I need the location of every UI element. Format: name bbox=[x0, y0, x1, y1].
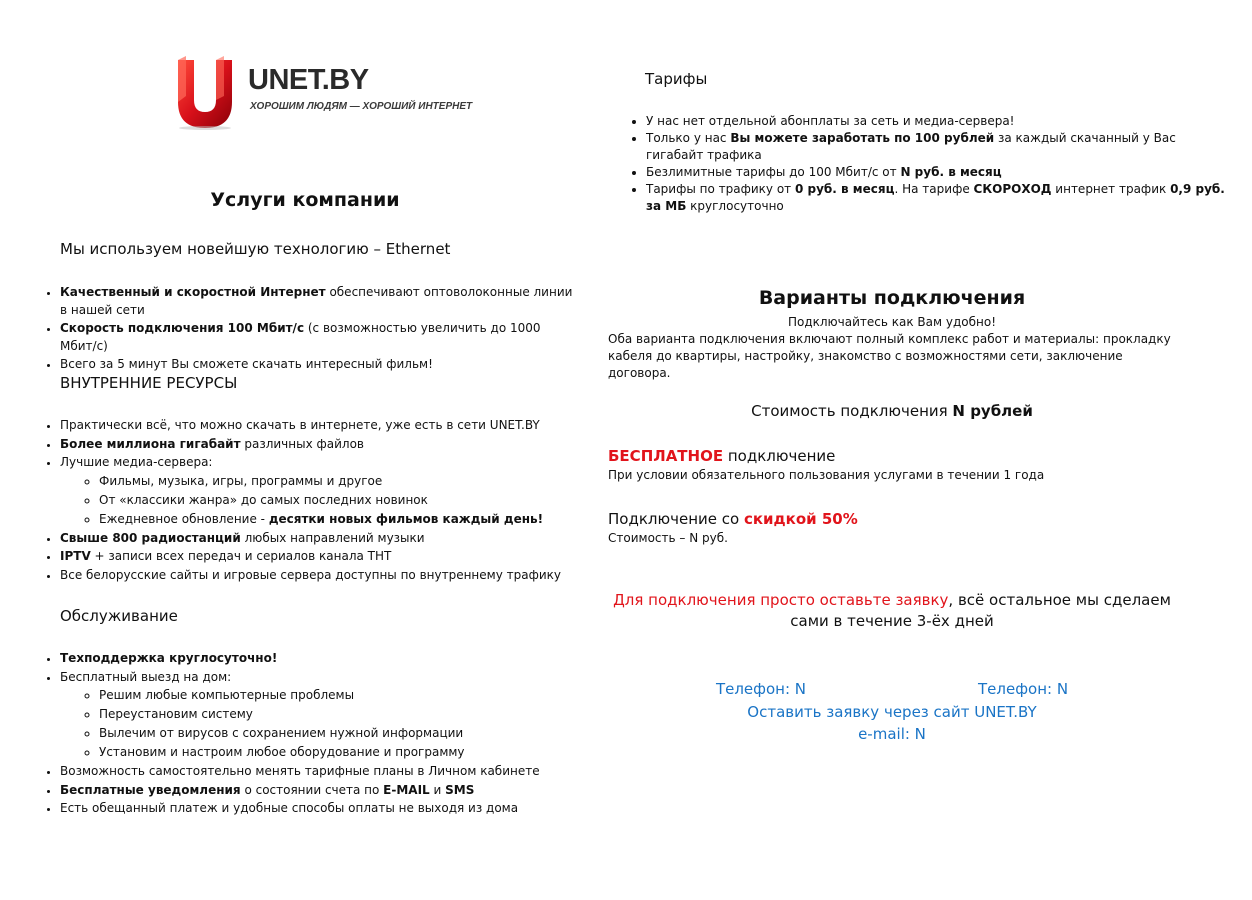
media-sublist bbox=[60, 472, 620, 529]
sub-item: ◦ Ежедневное обновление - десятки новых фильмов каждый день! bbox=[99, 510, 620, 529]
service-heading: Обслуживание bbox=[60, 607, 178, 625]
internal-list bbox=[0, 417, 620, 585]
sub-item: ◦ Вылечим от вирусов с сохранением нужной информации bbox=[99, 724, 620, 743]
list-item: • Безлимитные тарифы до 100 Мбит/с от N руб. в месяц bbox=[646, 164, 1226, 181]
list-item: • Скорость подключения 100 Мбит/с (с возможностью увеличить до 1000 Мбит/с) bbox=[60, 320, 580, 355]
unet-u-logo-icon bbox=[172, 56, 238, 130]
connection-cost: Стоимость подключения N рублей bbox=[751, 402, 1033, 420]
list-item: • Техподдержка круглосуточно! bbox=[60, 650, 620, 668]
sub-item: ◦ Переустановим систему bbox=[99, 705, 620, 724]
sub-item: ◦ Фильмы, музыка, игры, программы и другое bbox=[99, 472, 620, 491]
list-item: • Практически всё, что можно скачать в интернете, уже есть в сети UNET.BY bbox=[60, 417, 620, 435]
list-item: • Есть обещанный платеж и удобные способы оплаты не выходя из дома bbox=[60, 800, 620, 818]
sub-item: ◦ Решим любые компьютерные проблемы bbox=[99, 686, 620, 705]
home-visit-sublist bbox=[60, 686, 620, 762]
apply-note: Для подключения просто оставьте заявку, всё остальное мы сделаем сами в течение 3-ёх дней bbox=[613, 591, 1171, 630]
list-item: • Качественный и скоростной Интернет обеспечивают оптоволоконные линии в нашей сети bbox=[60, 284, 580, 319]
tariffs-heading: Тарифы bbox=[645, 70, 708, 88]
email-link[interactable]: e-mail: N bbox=[858, 725, 926, 743]
free-connection-heading: БЕСПЛАТНОЕ подключение bbox=[608, 447, 836, 465]
phone-link-1[interactable]: Телефон: N bbox=[715, 680, 806, 698]
tech-heading: Мы используем новейшую технологию – Ethernet bbox=[60, 240, 451, 258]
list-item: • Свыше 800 радиостанций любых направлений музыки bbox=[60, 530, 620, 548]
discount-connection-heading: Подключение со скидкой 50% bbox=[608, 510, 858, 528]
list-item: • Тарифы по трафику от 0 руб. в месяц. На тарифе СКОРОХОД интернет трафик 0,9 руб. за МБ круглосуточно bbox=[646, 181, 1226, 215]
internal-heading: ВНУТРЕННИЕ РЕСУРСЫ bbox=[60, 374, 238, 392]
logo-name: UNET.BY bbox=[248, 64, 369, 96]
services-title: Услуги компании bbox=[210, 189, 400, 211]
connection-description: Оба варианта подключения включают полный комплекс работ и материалы: прокладку кабеля до квартиры, настройку, знакомство с возможностями сети, заключение договора. bbox=[608, 332, 1171, 380]
sub-item: ◦ Установим и настроим любое оборудование и программу bbox=[99, 743, 620, 762]
free-connection-desc: При условии обязательного пользования услугами в течении 1 года bbox=[608, 468, 1045, 482]
company-logo bbox=[172, 56, 473, 136]
connection-subtitle: Подключайтесь как Вам удобно! bbox=[787, 315, 997, 329]
tariffs-list bbox=[606, 113, 1226, 215]
list-item: • Бесплатный выезд на дом: ◦ Решим любые компьютерные проблемы ◦ Переустановим систему ◦ Вылечим от вирусов с сохранением нужной информации ◦ Установим и настроим любое оборудование и программу bbox=[60, 669, 620, 763]
sub-item: ◦ От «классики жанра» до самых последних новинок bbox=[99, 491, 620, 510]
tech-list bbox=[0, 284, 580, 375]
list-item: • Только у нас Вы можете заработать по 100 рублей за каждый скачанный у Вас гигабайт трафика bbox=[646, 130, 1226, 164]
logo-slogan: ХОРОШИМ ЛЮДЯМ — ХОРОШИЙ ИНТЕРНЕТ bbox=[250, 101, 473, 112]
phone-link-2[interactable]: Телефон: N bbox=[978, 680, 1069, 698]
list-item: • Более миллиона гигабайт различных файлов bbox=[60, 436, 620, 454]
discount-connection-desc: Стоимость – N руб. bbox=[608, 531, 728, 545]
list-item: • У нас нет отдельной абонплаты за сеть и медиа-сервера! bbox=[646, 113, 1226, 130]
service-list bbox=[0, 650, 620, 819]
list-item: • Лучшие медиа-сервера: ◦ Фильмы, музыка, игры, программы и другое ◦ От «классики жанра» до самых последних новинок ◦ Ежедневное обновление - десятки новых фильмов каждый день! bbox=[60, 454, 620, 529]
site-request-link[interactable]: Оставить заявку через сайт UNET.BY bbox=[747, 702, 1037, 721]
list-item: • Возможность самостоятельно менять тарифные планы в Личном кабинете bbox=[60, 763, 620, 781]
contacts-block bbox=[606, 678, 1178, 746]
list-item: • Бесплатные уведомления о состоянии счета по E-MAIL и SMS bbox=[60, 782, 620, 800]
list-item: • Всего за 5 минут Вы сможете скачать интересный фильм! bbox=[60, 356, 580, 374]
list-item: • IPTV + записи всех передач и сериалов канала ТНТ bbox=[60, 548, 620, 566]
list-item: • Все белорусские сайты и игровые сервера доступны по внутреннему трафику bbox=[60, 567, 620, 585]
connection-title: Варианты подключения bbox=[758, 287, 1026, 309]
